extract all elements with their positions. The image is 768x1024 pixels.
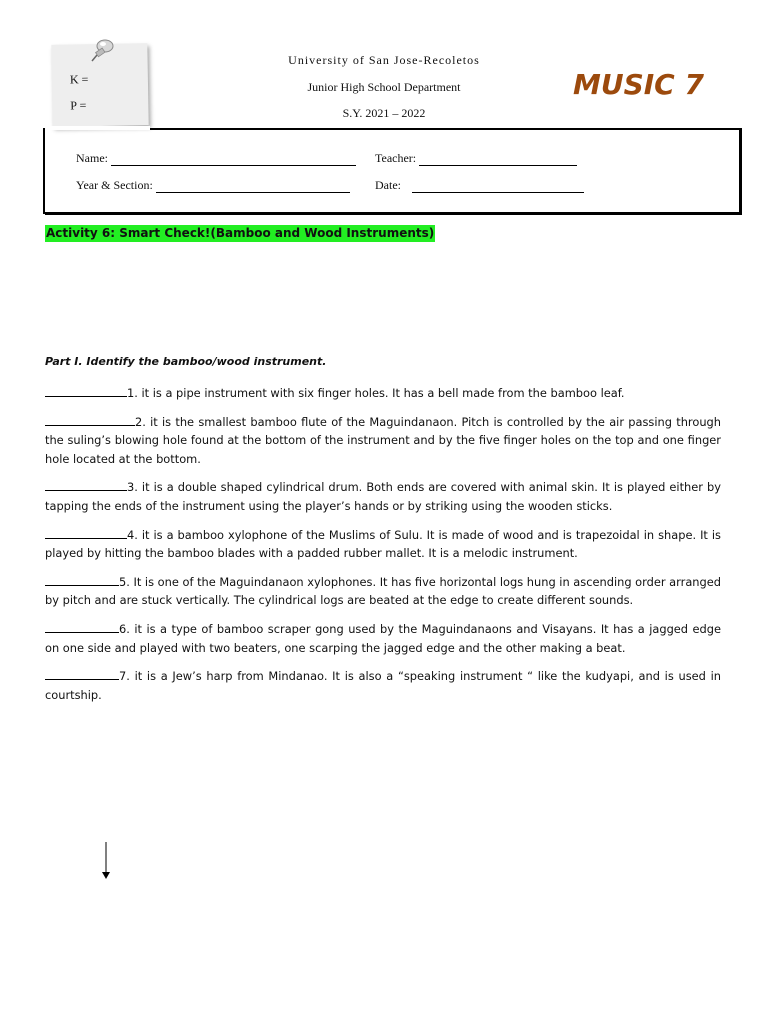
question-item [45,413,721,469]
question-item [45,478,721,515]
name-blank[interactable] [111,155,356,166]
university-name: University of San Jose-Recoletos [288,53,480,67]
answer-blank[interactable] [45,384,127,397]
date-field[interactable] [375,178,584,193]
teacher-field[interactable] [375,151,577,166]
question-list [45,384,721,714]
pushpin-icon [90,36,116,62]
question-item [45,667,721,704]
date-label: Date: [375,178,401,192]
department-name: Junior High School Department [307,80,461,94]
question-item [45,526,721,563]
answer-blank[interactable] [45,620,119,633]
question-text: 1. it is a pipe instrument with six finger holes. It has a bell made from the bamboo leaf. [127,386,625,400]
year-section-label: Year & Section: [76,178,153,192]
activity-title: Activity 6: Smart Check!(Bamboo and Wood Instruments) [46,226,435,240]
answer-blank[interactable] [45,526,127,539]
date-blank[interactable] [412,182,584,193]
student-info-box [45,128,742,215]
teacher-blank[interactable] [419,155,577,166]
name-label: Name: [76,151,108,165]
subject-title: MUSIC 7 [573,68,704,101]
year-section-blank[interactable] [156,182,350,193]
question-text: 5. It is one of the Maguindanaon xylophones. It has five horizontal logs hung in ascending order arranged by pitch and are stuck vertically. The cylindrical logs are beated at the edge to create different sounds. [45,574,721,608]
part-title: Part I. Identify the bamboo/wood instrument. [45,355,327,368]
question-item [45,573,721,610]
school-year: S.Y. 2021 – 2022 [342,106,426,120]
question-text: 7. it is a Jew’s harp from Mindanao. It is also a “speaking instrument “ like the kudyapi, and is used in courtship. [45,669,721,702]
question-text: 3. it is a double shaped cylindrical drum. Both ends are covered with animal skin. It is played either by tapping the ends of the instrument using the player’s hands or by striking using the wooden sticks. [45,480,721,513]
year-section-field[interactable] [76,178,350,193]
box-left-border [43,128,45,214]
p-score-label: P = [70,98,87,113]
down-arrow-icon [100,842,112,880]
box-top-gap [45,126,150,130]
question-item [45,620,721,657]
answer-blank[interactable] [45,478,127,491]
question-item [45,384,721,403]
answer-blank[interactable] [45,667,119,680]
question-text: 4. it is a bamboo xylophone of the Muslims of Sulu. It is made of wood and is trapezoidal in shape. It is played by hitting the bamboo blades with a padded rubber mallet. It is a melodic instrument. [45,527,721,561]
answer-blank[interactable] [45,413,135,426]
teacher-label: Teacher: [375,151,417,165]
k-score-label: K = [69,72,89,87]
question-text: 2. it is the smallest bamboo flute of the Maguindanaon. Pitch is controlled by the air passing through the suling’s blowing hole found at the bottom of the instrument and by the five finger holes on the top and one finger hole located at the bottom. [45,414,721,466]
name-field[interactable] [76,151,356,166]
question-text: 6. it is a type of bamboo scraper gong used by the Maguindanaons and Visayans. It has a jagged edge on one side and played with two beaters, one scarping the jagged edge and the other making a beat. [45,621,721,655]
answer-blank[interactable] [45,573,119,586]
